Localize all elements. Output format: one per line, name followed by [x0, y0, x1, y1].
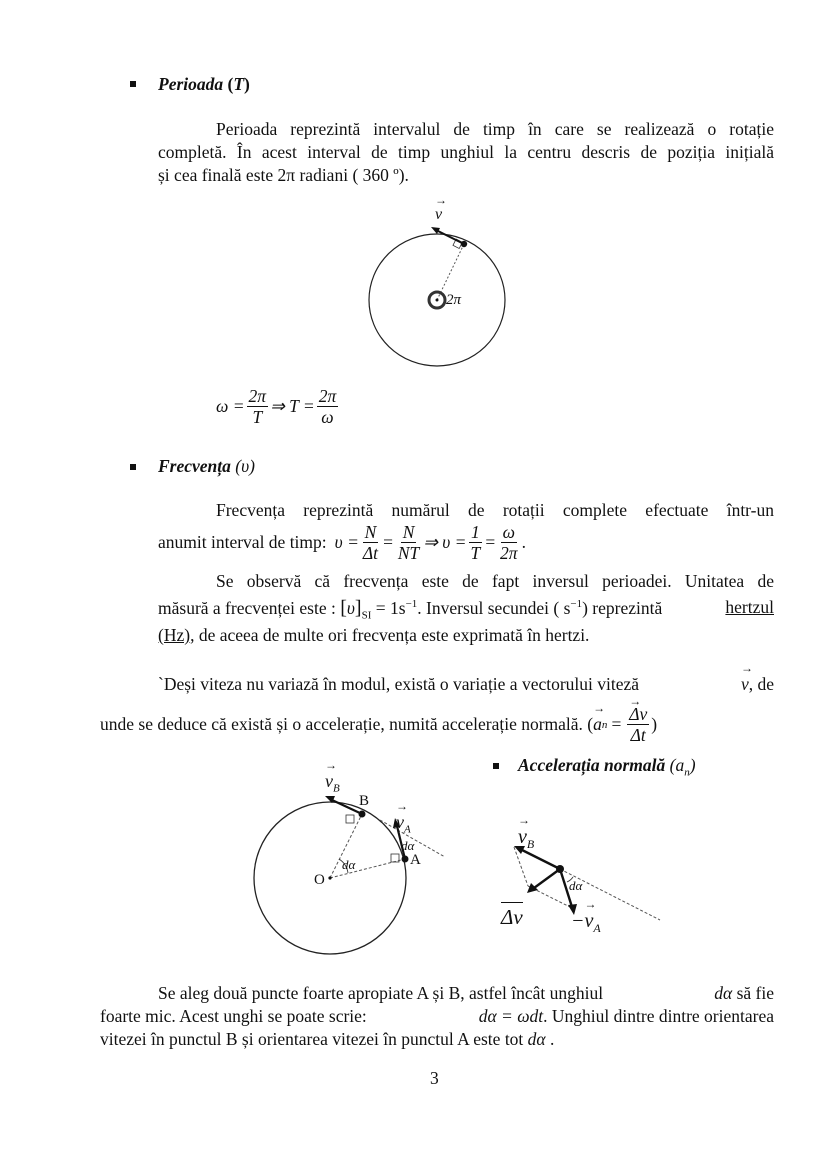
text-line: Perioada reprezintă intervalul de timp în care se realizează o rotație	[216, 119, 774, 139]
period-formula	[216, 386, 340, 427]
label-minus-va: −→ $v_A$	[571, 910, 601, 936]
bullet-marker	[130, 464, 136, 470]
label-delta-v: Δv	[501, 902, 523, 930]
section-title-normal-acceleration: Accelerația normală $(a_n)$	[518, 755, 696, 779]
closing-line2: foarte mic. Acest unghi se poate scrie: dα = ωdt. Unghiul dintre dintre orientarea	[100, 1006, 774, 1026]
label-dalpha-right: dα	[569, 878, 583, 893]
bullet-marker	[130, 81, 136, 87]
frequency-formula: υ = $\frac{N}{\Delta t}$ = $\frac{N}{NT}$ ⇒ υ = $\frac{1}{T}$ = $\frac{\omega}{2\pi}$ .	[334, 522, 526, 563]
text: anumit interval de timp:	[158, 532, 327, 552]
label-dalpha-o: dα	[342, 857, 356, 872]
frequency-para2-line1: Se observă că frecvența este de fapt inversul perioadei. Unitatea de	[216, 571, 774, 591]
label-vb-right: → $v_B$	[518, 826, 534, 852]
frequency-para-line1: Frecvența reprezintă numărul de rotații complete efectuate într-un	[216, 500, 774, 520]
hertz-link[interactable]: hertzul	[725, 597, 774, 617]
normal-para-line2: unde se deduce că există și o accelerație, numită accelerație normală. ( → a n = → $\frac{\Delta v}{\Delta t}$ )	[100, 704, 657, 745]
title-text: Perioada	[158, 74, 224, 94]
bullet-marker	[493, 763, 499, 769]
label-a: A	[410, 852, 421, 868]
closing-line1: Se aleg două puncte foarte apropiate A și B, astfel încât unghiul dα să fie	[158, 983, 774, 1003]
label-dalpha-a: dα	[401, 838, 415, 853]
formula-part: ⇒ T =	[270, 396, 315, 416]
section-title-frequency	[158, 456, 255, 477]
formula-part: ω =	[216, 396, 245, 416]
period-paragraph	[158, 118, 774, 187]
circular-motion-figure	[360, 200, 510, 390]
fraction: $\frac{2\pi}{\omega}$	[318, 386, 337, 427]
label-va: → $v_A$	[396, 812, 411, 836]
text-line: completă. În acest interval de timp unghiul la centru descris de poziția inițială	[158, 142, 774, 162]
frequency-para2-line3: (Hz), de aceea de multe ori frecvența este exprimată în hertzi.	[158, 625, 590, 645]
angle-2pi-label: 2π	[446, 292, 462, 308]
normal-para-line1: `Deși viteza nu variază în modul, există o variație a vectorului viteză → v, de	[158, 674, 774, 695]
title-text: Frecvența	[158, 456, 231, 476]
title-symbol: (υ)	[235, 456, 255, 476]
closing-line3: vitezei în punctul B și orientarea vitezei în punctul A este tot dα .	[100, 1029, 555, 1049]
page-number: 3	[430, 1068, 439, 1088]
an-formula: → a n = → $\frac{\Delta v}{\Delta t}$ )	[593, 704, 657, 745]
frequency-para-line2	[158, 522, 526, 563]
text: `Deși viteza nu variază în modul, există o variație a vectorului viteză	[158, 674, 640, 694]
hz-link[interactable]: (Hz)	[158, 625, 191, 645]
label-b: B	[359, 793, 370, 809]
fraction: $\frac{2\pi}{T}$	[248, 386, 267, 427]
vector-v-label: → v	[435, 206, 442, 224]
label-o: O	[314, 872, 325, 888]
section-title-period: Perioada (T)	[158, 74, 250, 94]
unit-sentence: măsură a frecvenței este : $[\upsilon]_{SI} = 1s^{-1}$. Inversul secundei ( $s^{-1}$) reprezintă	[158, 597, 663, 622]
text-line: și cea finală este 2π radiani ( 360 º).	[158, 165, 409, 185]
frequency-para2-line2	[158, 597, 774, 622]
label-vb: → $v_B$	[325, 771, 340, 795]
